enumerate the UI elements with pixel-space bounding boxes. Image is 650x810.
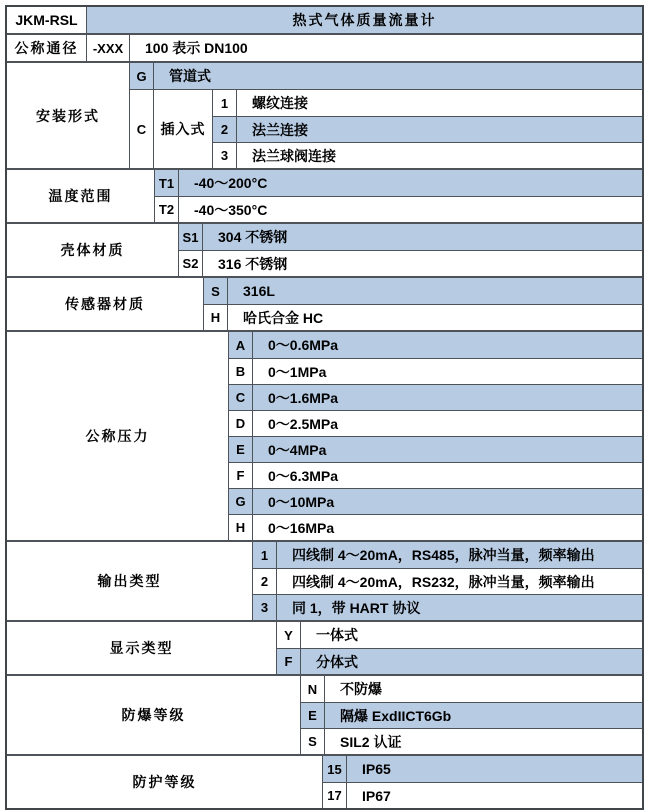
section-nominal-diameter [7,33,642,61]
option-row [204,278,642,304]
option-code: -XXX [87,35,130,61]
option-value: IP65 [362,761,391,777]
section-label: 输出类型 [7,542,253,620]
option-row [229,462,642,488]
option-row [301,702,642,728]
option-row [229,384,642,410]
option-value: 0～10MPa [268,493,335,510]
option-code: D [229,411,253,436]
option-code: T1 [155,170,179,196]
option-code: 1 [213,90,237,116]
option-value: SIL2 认证 [340,733,402,750]
option-value: 法兰球阀连接 [252,147,336,164]
option-row [213,116,642,142]
option-value: 0～6.3MPa [268,467,339,484]
section-label: 公称通径 [7,35,87,61]
option-row [229,358,642,384]
option-value: 100 表示 DN100 [145,40,248,56]
option-code: H [229,515,253,540]
option-code: N [301,676,325,702]
section-temperature-range [7,168,642,222]
option-code: S1 [179,224,203,250]
option-row [229,488,642,514]
option-code: Y [277,622,301,648]
option-row [213,90,642,116]
option-row [155,170,642,196]
model-code: JKM-RSL [7,7,87,33]
option-code: 3 [253,595,277,620]
option-row [301,676,642,702]
header-row [7,7,642,33]
section-label: 公称压力 [7,332,229,540]
option-value: 不防爆 [340,681,382,697]
option-code: 1 [253,542,277,568]
option-value: 0～1MPa [268,363,327,380]
option-value: 分体式 [316,653,358,670]
insertion-group [130,89,642,168]
option-row [323,782,642,808]
option-row [213,142,642,168]
option-code: H [204,305,228,330]
option-value: -40～200°C [194,175,268,191]
option-value: 0～2.5MPa [268,415,339,432]
option-value: 法兰连接 [252,121,308,138]
option-value: 同 1，带 HART 协议 [292,599,421,616]
option-code: 3 [213,143,237,168]
section-label: 防爆等级 [7,676,301,754]
option-row [229,436,642,462]
section-housing-material [7,222,642,276]
option-code: A [229,332,253,358]
option-row [277,622,642,648]
option-value: -40～350°C [194,201,268,218]
section-label: 安装形式 [7,63,130,168]
section-nominal-pressure [7,330,642,540]
option-value: 哈氏合金 HC [243,309,324,326]
section-label: 温度范围 [7,170,155,222]
option-value: 304 不锈钢 [218,229,288,245]
option-row [323,756,642,782]
option-code: G [229,489,253,514]
option-row [179,224,642,250]
insertion-type-label: 插入式 [154,90,213,168]
option-code: 2 [253,569,277,594]
option-value: 316 不锈钢 [218,255,288,272]
option-value: IP67 [362,787,391,804]
option-code: 2 [213,117,237,142]
option-code: E [301,703,325,728]
option-code: F [277,649,301,674]
option-row [301,728,642,754]
section-label: 壳体材质 [7,224,179,276]
option-code: G [130,63,154,89]
option-row [229,514,642,540]
option-value: 一体式 [316,627,358,643]
section-display-type [7,620,642,674]
section-sensor-material [7,276,642,330]
option-code: C [229,385,253,410]
option-value: 0～4MPa [268,441,327,458]
section-output-type [7,540,642,620]
option-row [204,304,642,330]
option-value: 0～1.6MPa [268,389,339,406]
option-row [130,63,642,89]
section-label: 显示类型 [7,622,277,674]
section-protection-rating [7,754,642,808]
option-code: C [130,90,154,168]
option-row [277,648,642,674]
section-label: 防护等级 [7,756,323,808]
option-code: B [229,359,253,384]
option-value: 四线制 4～20mA，RS485，脉冲当量，频率输出 [292,547,595,563]
option-row [229,410,642,436]
flowmeter-spec-table [5,5,644,810]
option-value: 0～0.6MPa [268,337,339,353]
option-value: 螺纹连接 [252,95,308,111]
option-row [229,332,642,358]
option-code: 15 [323,756,347,782]
option-value: 管道式 [169,68,211,84]
option-value: 隔爆 ExdIICT6Gb [340,707,452,724]
option-code: E [229,437,253,462]
section-explosion-proof-rating [7,674,642,754]
option-code: S [204,278,228,304]
section-installation-type [7,61,642,168]
option-row [253,568,642,594]
option-value: 316L [243,283,275,299]
option-row [253,542,642,568]
option-code: T2 [155,197,179,222]
section-label: 传感器材质 [7,278,204,330]
option-code: F [229,463,253,488]
product-title: 热式气体质量流量计 [292,12,437,28]
option-code: 17 [323,783,347,808]
option-row [253,594,642,620]
option-value: 0～16MPa [268,519,335,536]
option-row [179,250,642,276]
option-value: 四线制 4～20mA，RS232，脉冲当量，频率输出 [292,573,595,590]
option-code: S2 [179,251,203,276]
option-row [155,196,642,222]
option-code: S [301,729,325,754]
